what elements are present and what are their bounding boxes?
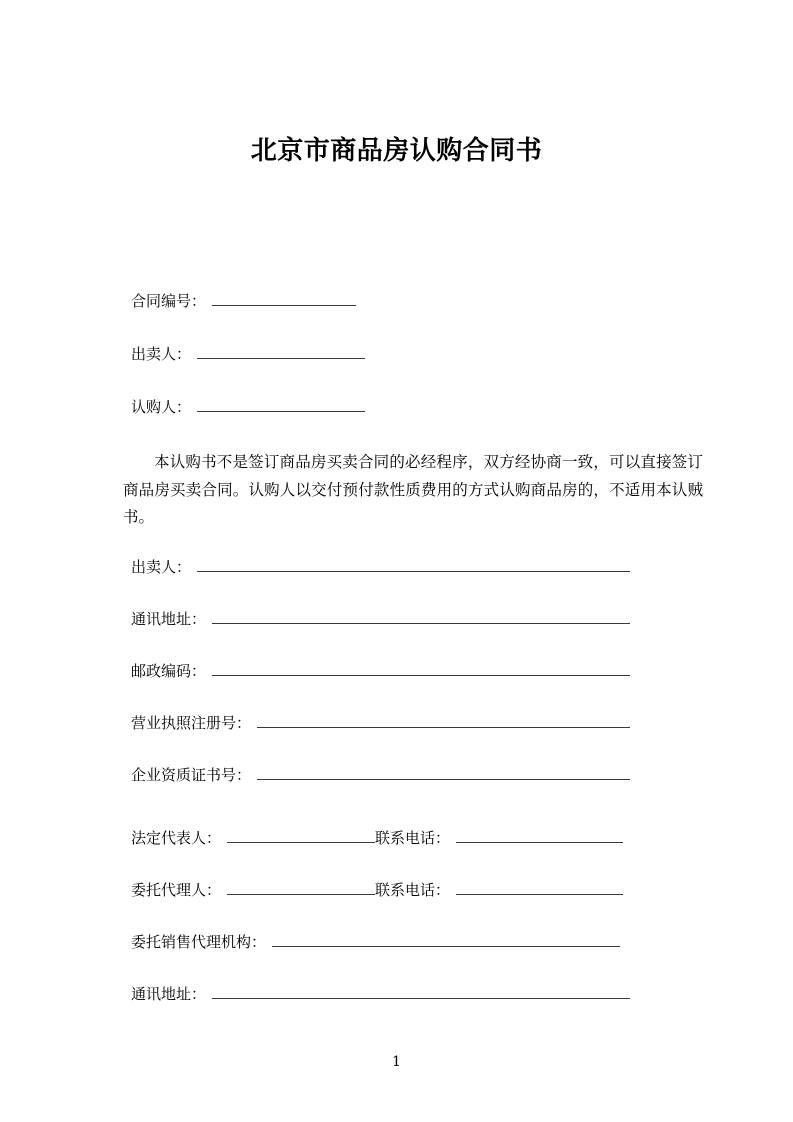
field-label-legal-representative-phone: 联系电话： — [375, 829, 451, 847]
page-title: 北京市商品房认购合同书 — [250, 136, 543, 166]
field-blank-legal-representative-phone[interactable] — [456, 827, 623, 843]
field-label-contract-number: 合同编号： — [131, 292, 207, 310]
field-label-business-license: 营业执照注册号： — [131, 714, 252, 732]
field-blank-business-license[interactable] — [257, 712, 630, 728]
field-row-agency-address — [131, 981, 630, 1007]
field-row-buyer-header — [131, 394, 365, 420]
field-blank-agency-address[interactable] — [212, 983, 630, 999]
field-row-business-license — [131, 710, 630, 736]
field-blank-postal-code[interactable] — [212, 660, 630, 676]
field-blank-contract-number[interactable] — [212, 290, 356, 306]
page-number: 1 — [392, 1054, 401, 1070]
field-label-seller-name: 出卖人： — [131, 558, 192, 576]
field-blank-legal-representative[interactable] — [227, 827, 375, 843]
field-blank-sales-agency[interactable] — [272, 931, 620, 947]
field-blank-qualification-certificate[interactable] — [257, 764, 630, 780]
field-label-buyer-header: 认购人： — [131, 398, 192, 416]
field-row-sales-agency — [131, 929, 620, 955]
field-row-postal-code — [131, 658, 630, 684]
field-row-seller-header — [131, 341, 365, 367]
field-label-legal-representative: 法定代表人： — [131, 829, 222, 847]
field-blank-authorized-agent-phone[interactable] — [456, 879, 623, 895]
field-blank-seller-header[interactable] — [197, 343, 365, 359]
field-blank-seller-address[interactable] — [212, 608, 630, 624]
field-row-legal-representative — [131, 825, 623, 851]
field-label-authorized-agent-phone: 联系电话： — [375, 881, 451, 899]
field-label-postal-code: 邮政编码： — [131, 662, 207, 680]
body-paragraph: 本认购书不是签订商品房买卖合同的必经程序，双方经协商一致，可以直接签订商品房买卖合同。认购人以交付预付款性质费用的方式认购商品房的，不适用本认贼书。 — [123, 453, 703, 526]
field-row-authorized-agent — [131, 877, 623, 903]
field-blank-seller-name[interactable] — [197, 556, 630, 572]
field-label-qualification-certificate: 企业资质证书号： — [131, 766, 252, 784]
field-label-agency-address: 通讯地址： — [131, 985, 207, 1003]
field-blank-buyer-header[interactable] — [197, 396, 365, 412]
field-blank-authorized-agent[interactable] — [227, 879, 375, 895]
field-row-qualification-certificate — [131, 762, 630, 788]
field-row-seller-name — [131, 554, 630, 580]
field-label-authorized-agent: 委托代理人： — [131, 881, 222, 899]
field-row-seller-address — [131, 606, 630, 632]
field-row-contract-number — [131, 288, 356, 314]
field-label-seller-header: 出卖人： — [131, 345, 192, 363]
field-label-seller-address: 通讯地址： — [131, 610, 207, 628]
field-label-sales-agency: 委托销售代理机构： — [131, 933, 267, 951]
